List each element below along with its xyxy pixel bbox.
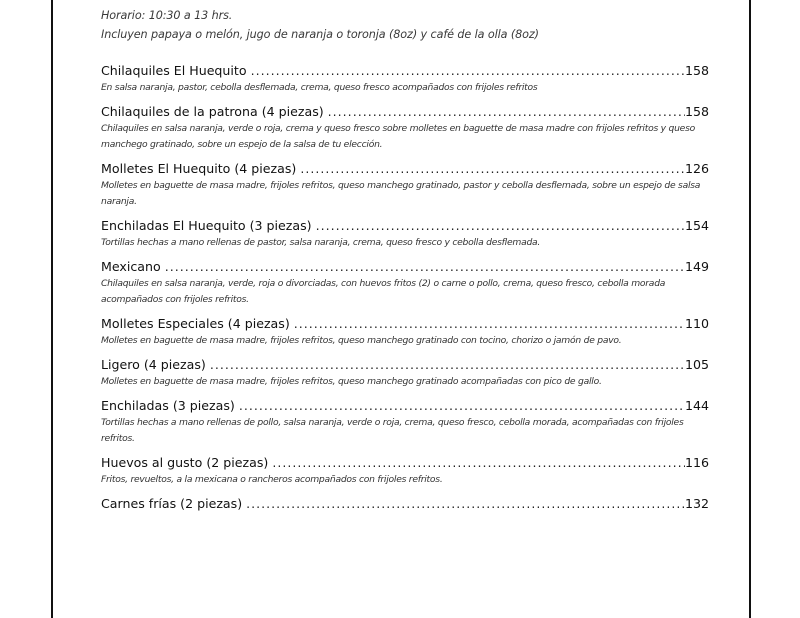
item-price: 158 <box>684 104 709 119</box>
dot-leader <box>239 397 685 415</box>
menu-item <box>101 103 709 153</box>
menu-item <box>101 495 709 513</box>
item-description: En salsa naranja, pastor, cebolla desflemada, crema, queso fresco acompañados con frijoles refritos <box>101 82 538 93</box>
dot-leader <box>316 217 685 235</box>
item-name: Enchiladas (3 piezas) <box>101 398 235 413</box>
dot-leader <box>328 103 685 121</box>
item-description: Fritos, revueltos, a la mexicana o rancheros acompañados con frijoles refritos. <box>101 474 443 485</box>
item-price: 116 <box>684 455 709 470</box>
item-price: 158 <box>684 63 709 78</box>
menu-item <box>101 160 709 210</box>
dot-leader <box>294 315 685 333</box>
item-description: Chilaquiles en salsa naranja, verde o roja, crema y queso fresco sobre molletes en baguette de masa madre con frijoles refritos y queso manchego gratinado, sobre un espejo de la salsa de tu elección. <box>101 123 695 150</box>
item-description: Chilaquiles en salsa naranja, verde, roja o divorciadas, con huevos fritos (2) o carne o pollo, crema, queso fresco, cebolla morada acompañados con frijoles refritos. <box>101 278 666 305</box>
item-name: Molletes El Huequito (4 piezas) <box>101 161 297 176</box>
item-name: Mexicano <box>101 259 161 274</box>
item-price: 132 <box>684 496 709 511</box>
item-name: Molletes Especiales (4 piezas) <box>101 316 290 331</box>
item-name: Ligero (4 piezas) <box>101 357 206 372</box>
item-name: Chilaquiles El Huequito <box>101 63 247 78</box>
item-name: Chilaquiles de la patrona (4 piezas) <box>101 104 324 119</box>
menu-item <box>101 454 709 488</box>
dot-leader <box>246 495 685 513</box>
schedule-text: Horario: 10:30 a 13 hrs. <box>101 9 233 22</box>
item-price: 110 <box>684 316 709 331</box>
dot-leader <box>251 62 685 80</box>
item-description: Tortillas hechas a mano rellenas de pastor, salsa naranja, crema, queso fresco y cebolla desflemada. <box>101 237 541 248</box>
item-price: 144 <box>684 398 709 413</box>
item-description: Molletes en baguette de masa madre, frijoles refritos, queso manchego gratinado acompañadas con pico de gallo. <box>101 376 602 387</box>
menu-item <box>101 315 709 349</box>
dot-leader <box>300 160 685 178</box>
menu-content <box>101 6 709 520</box>
item-price: 154 <box>684 218 709 233</box>
item-price: 149 <box>684 259 709 274</box>
menu-page <box>51 0 751 618</box>
item-description: Molletes en baguette de masa madre, frijoles refritos, queso manchego gratinado con tocino, chorizo o jamón de pavo. <box>101 335 622 346</box>
item-price: 126 <box>684 161 709 176</box>
menu-item <box>101 397 709 447</box>
item-name: Carnes frías (2 piezas) <box>101 496 243 511</box>
dot-leader <box>272 454 685 472</box>
item-name: Huevos al gusto (2 piezas) <box>101 455 269 470</box>
includes-text: Incluyen papaya o melón, jugo de naranja o toronja (8oz) y café de la olla (8oz) <box>101 28 539 41</box>
menu-item <box>101 217 709 251</box>
menu-item <box>101 258 709 308</box>
dot-leader <box>165 258 685 276</box>
item-price: 105 <box>684 357 709 372</box>
item-description: Molletes en baguette de masa madre, frijoles refritos, queso manchego gratinado, pastor y cebolla desflemada, sobre un espejo de salsa naranja. <box>101 180 701 207</box>
dot-leader <box>210 356 685 374</box>
menu-item <box>101 62 709 96</box>
item-name: Enchiladas El Huequito (3 piezas) <box>101 218 312 233</box>
item-description: Tortillas hechas a mano rellenas de pollo, salsa naranja, verde o roja, crema, queso fresco, cebolla morada, acompañadas con frijoles refritos. <box>101 417 684 444</box>
menu-item <box>101 356 709 390</box>
